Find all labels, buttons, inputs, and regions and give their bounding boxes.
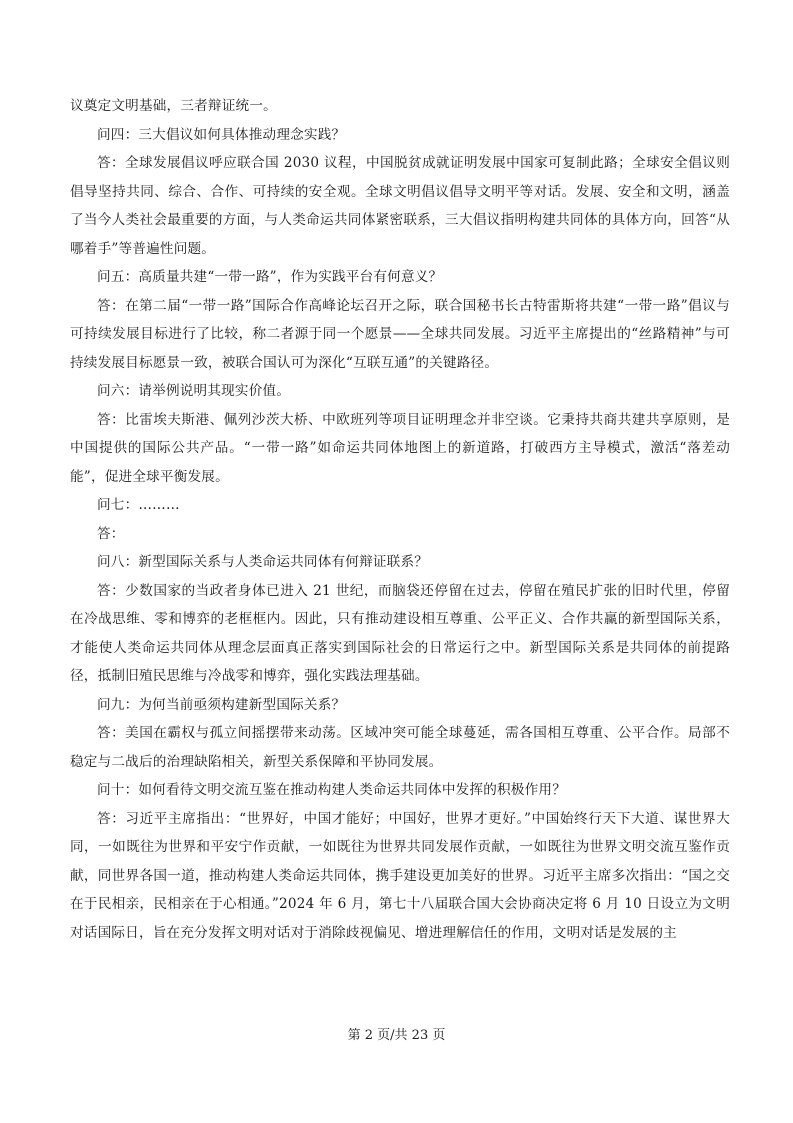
question-7: 问七：……… xyxy=(97,497,180,513)
answer-10: 答：习近平主席指出：“世界好，中国才能好；中国好，世界才更好。”中国始终行天下大道、谋世界大同，一如既往为世界和平安宁作贡献，一如既往为世界共同发展作贡献，一如既往为世界文明交流互鉴作贡献，同世界各国一道，推动构建人类命运共同体，携手建设更加美好的世界。习近平主席多次指出：“国之交在于民相亲，民相亲在于心相通。”2024 年 6 月，第七十八届联合国大会协商决定将 6 月 10 日设立为文明对话国际日，旨在充分发挥文明对话对于消除歧视偏见、增进理解信任的作用，文明对话是发展的主 xyxy=(70,810,730,941)
question-6: 问六：请举例说明其现实价值。 xyxy=(97,383,291,399)
question-4: 问四：三大倡议如何具体推动理念实践？ xyxy=(97,126,346,143)
answer-6: 答：比雷埃夫斯港、佩列沙茨大桥、中欧班列等项目证明理念并非空谈。它秉持共商共建共享原则，是中国提供的国际公共产品。“一带一路”如命运共同体地图上的新道路，打破西方主导模式，激活“落差动能”，促进全球平衡发展。 xyxy=(70,411,730,485)
page-body xyxy=(70,92,730,947)
page-number-footer: 第 2 页/共 23 页 xyxy=(347,1028,446,1043)
answer-7: 答： xyxy=(97,525,125,542)
answer-8: 答：少数国家的当政者身体已进入 21 世纪，而脑袋还停留在过去，停留在殖民扩张的旧时代里，停留在冷战思维、零和博弈的老框框内。因此，只有推动建设相互尊重、公平正义、合作共赢的新型国际关系，才能使人类命运共同体从理念层面真正落实到国际社会的日常运行之中。新型国际关系是共同体的前提路径，抵制旧殖民思维与冷战零和博弈，强化实践法理基础。 xyxy=(70,582,730,684)
paragraph-continuation: 议奠定文明基础，三者辩证统一。 xyxy=(70,98,277,114)
answer-5: 答：在第二届“一带一路”国际合作高峰论坛召开之际，联合国秘书长古特雷斯将共建“一带一路”倡议与可持续发展目标进行了比较，称二者源于同一个愿景——全球共同发展。习近平主席提出的“丝路精神”与可持续发展目标愿景一致，被联合国认可为深化“互联互通”的关键路径。 xyxy=(70,297,730,371)
question-10: 问十：如何看待文明交流互鉴在推动构建人类命运共同体中发挥的积极作用？ xyxy=(97,782,566,798)
question-5: 问五：高质量共建“一带一路”，作为实践平台有何意义？ xyxy=(97,269,443,285)
question-8: 问八：新型国际关系与人类命运共同体有何辩证联系？ xyxy=(97,554,429,570)
answer-4: 答：全球发展倡议呼应联合国 2030 议程，中国脱贫成就证明发展中国家可复制此路；全球安全倡议则倡导坚持共同、综合、合作、可持续的安全观。全球文明倡议倡导文明平等对话。发展、安全和文明，涵盖了当今人类社会最重要的方面，与人类命运共同体紧密联系，三大倡议指明构建共同体的具体方向，回答“从哪着手”等普遍性问题。 xyxy=(70,155,730,257)
answer-9: 答：美国在霸权与孤立间摇摆带来动荡。区域冲突可能全球蔓延，需各国相互尊重、公平合作。局部不稳定与二战后的治理缺陷相关，新型关系保障和平协同发展。 xyxy=(70,725,730,770)
question-9: 问九：为何当前亟须构建新型国际关系？ xyxy=(97,696,346,713)
